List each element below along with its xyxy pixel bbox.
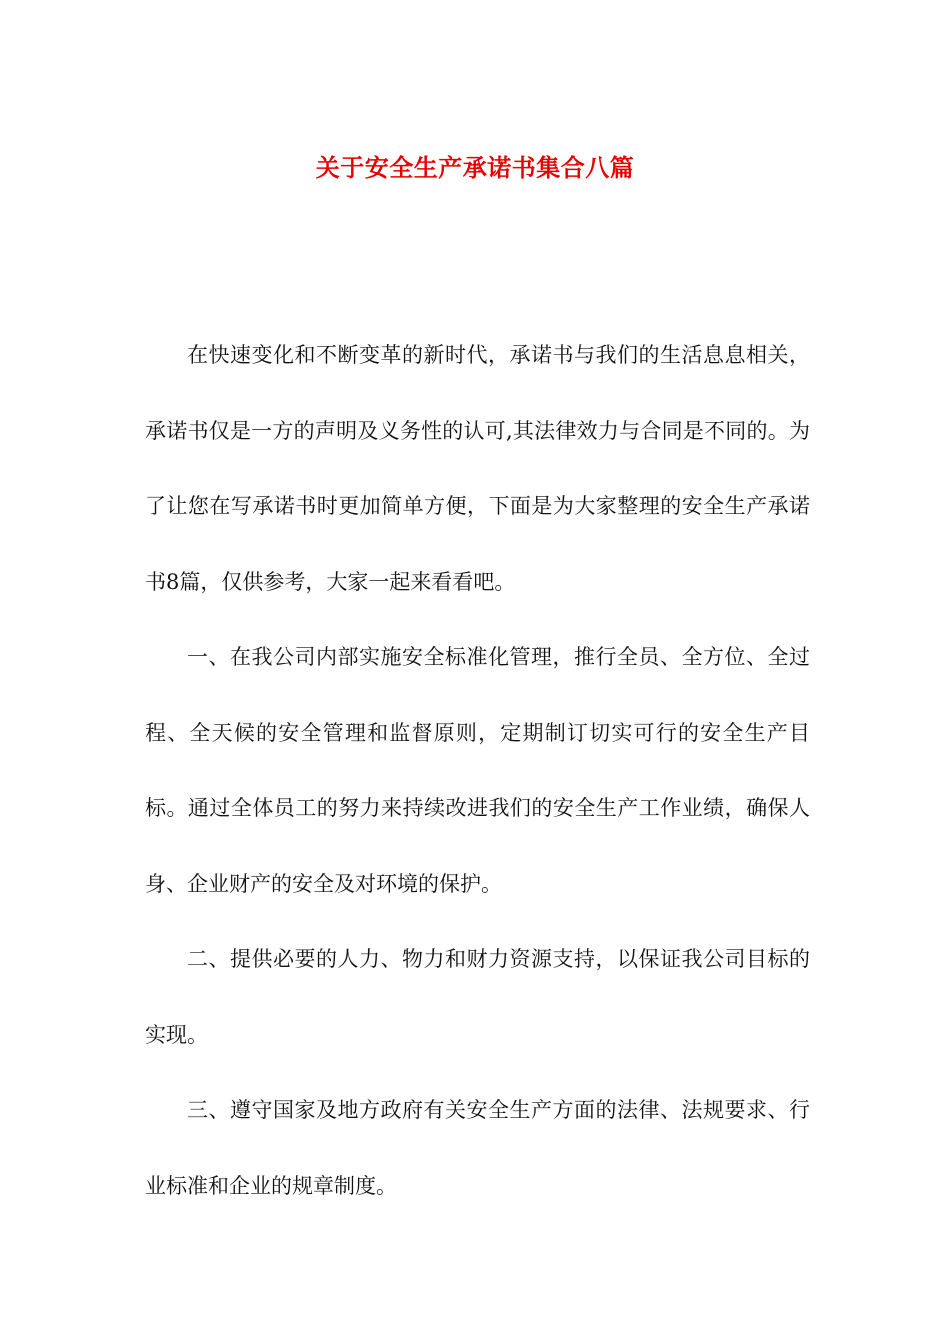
paragraph-item-2: 二、提供必要的人力、物力和财力资源支持，以保证我公司目标的实现。	[145, 947, 810, 1047]
document-title: 关于安全生产承诺书集合八篇	[315, 153, 635, 183]
paragraph-item-1: 一、在我公司内部实施安全标准化管理，推行全员、全方位、全过程、全天候的安全管理和监督原则，定期制订切实可行的安全生产目标。通过全体员工的努力来持续改进我们的安全生产工作业绩，确保人身、企业财产的安全及对环境的保护。	[145, 645, 810, 896]
document-body	[145, 318, 810, 1224]
paragraph-intro: 在快速变化和不断变革的新时代，承诺书与我们的生活息息相关，承诺书仅是一方的声明及义务性的认可,其法律效力与合同是不同的。为了让您在写承诺书时更加简单方便，下面是为大家整理的安全生产承诺书8篇，仅供参考，大家一起来看看吧。	[145, 343, 810, 594]
paragraph-item-3: 三、遵守国家及地方政府有关安全生产方面的法律、法规要求、行业标准和企业的规章制度。	[145, 1098, 810, 1198]
